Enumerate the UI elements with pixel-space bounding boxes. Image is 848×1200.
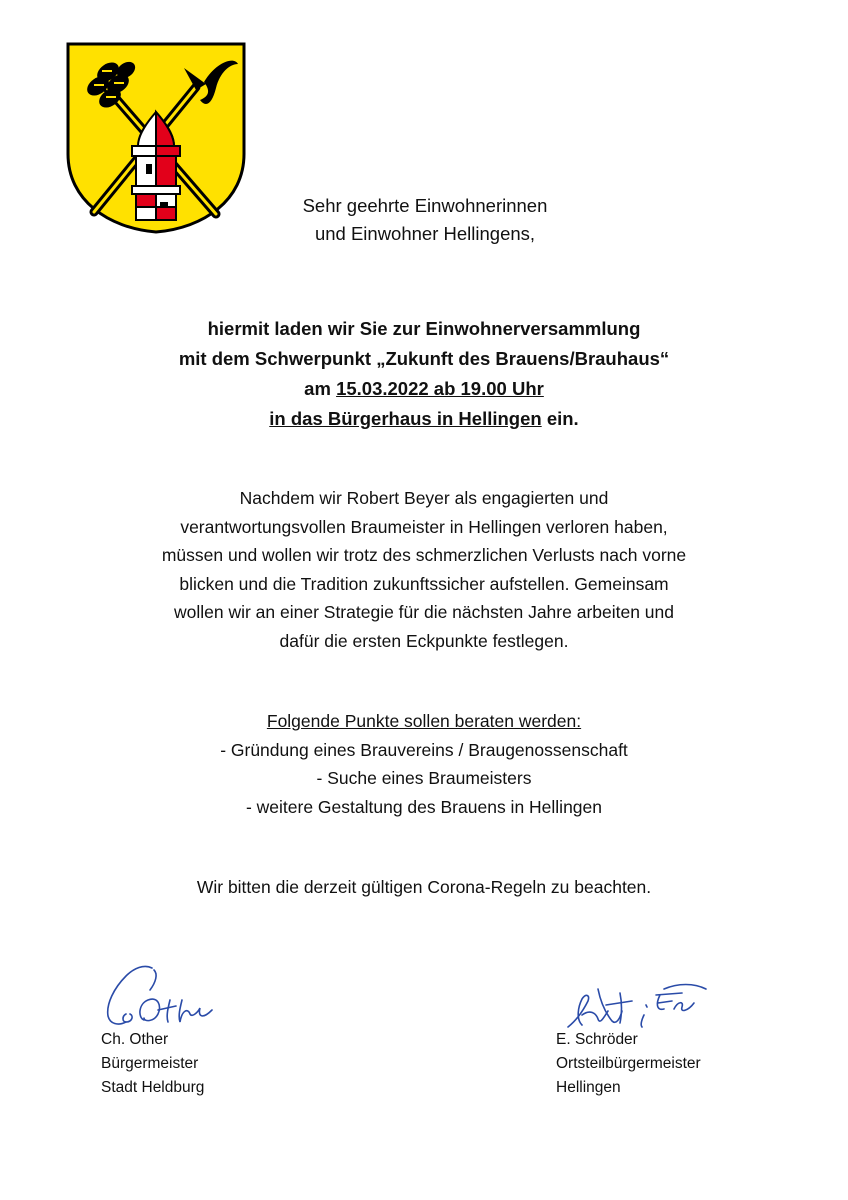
body-paragraph [95,484,753,655]
agenda-item: - weitere Gestaltung des Brauens in Hellingen [245,796,603,817]
invitation-line-4 [40,404,808,434]
body-line: Nachdem wir Robert Beyer als engagierten und [239,488,609,508]
signer-right [556,1028,701,1100]
signer-org: Stadt Heldburg [101,1079,205,1096]
invitation [40,314,808,434]
signer-name: Ch. Other [101,1031,169,1048]
coat-of-arms-icon [66,42,246,234]
meeting-date: 15.03.2022 ab 19.00 Uhr [336,378,544,399]
agenda-item: - Gründung eines Brauvereins / Braugenossenschaft [220,739,628,760]
body-line: müssen und wollen wir trotz des schmerzlichen Verlusts nach vorne [161,545,687,565]
agenda-heading: Folgende Punkte sollen beraten werden: [266,711,582,731]
greeting [240,192,610,248]
signer-org: Hellingen [556,1079,621,1096]
body-line: dafür die ersten Eckpunkte festlegen. [279,630,569,651]
agenda-item: - Suche eines Braumeisters [316,768,532,788]
greeting-line-2: und Einwohner Hellingens, [314,223,536,244]
corona-notice: Wir bitten die derzeit gültigen Corona-Regeln zu beachten. [196,877,652,897]
body-line: wollen wir an einer Strategie für die nächsten Jahre arbeiten und [173,602,675,622]
greeting-line-1: Sehr geehrte Einwohnerinnen [302,195,548,216]
signer-name: E. Schröder [556,1031,638,1048]
invitation-end: ein. [541,408,579,429]
signature-right [560,975,710,1035]
signature-left [100,960,220,1030]
body-line: blicken und die Tradition zukunftssicher aufstellen. Gemeinsam [179,573,669,594]
signer-role: Bürgermeister [101,1055,199,1072]
signer-role: Ortsteilbürgermeister [556,1055,701,1072]
signer-left [101,1028,204,1100]
invitation-at: am [304,378,337,399]
invitation-line-1: hiermit laden wir Sie zur Einwohnerversammlung [207,318,641,339]
meeting-place: in das Bürgerhaus in Hellingen [269,408,542,429]
invitation-line-2: mit dem Schwerpunkt „Zukunft des Brauens/Brauhaus“ [178,348,670,369]
invitation-line-3 [40,374,808,404]
agenda-points [95,707,753,821]
body-line: verantwortungsvollen Braumeister in Hellingen verloren haben, [180,516,668,537]
